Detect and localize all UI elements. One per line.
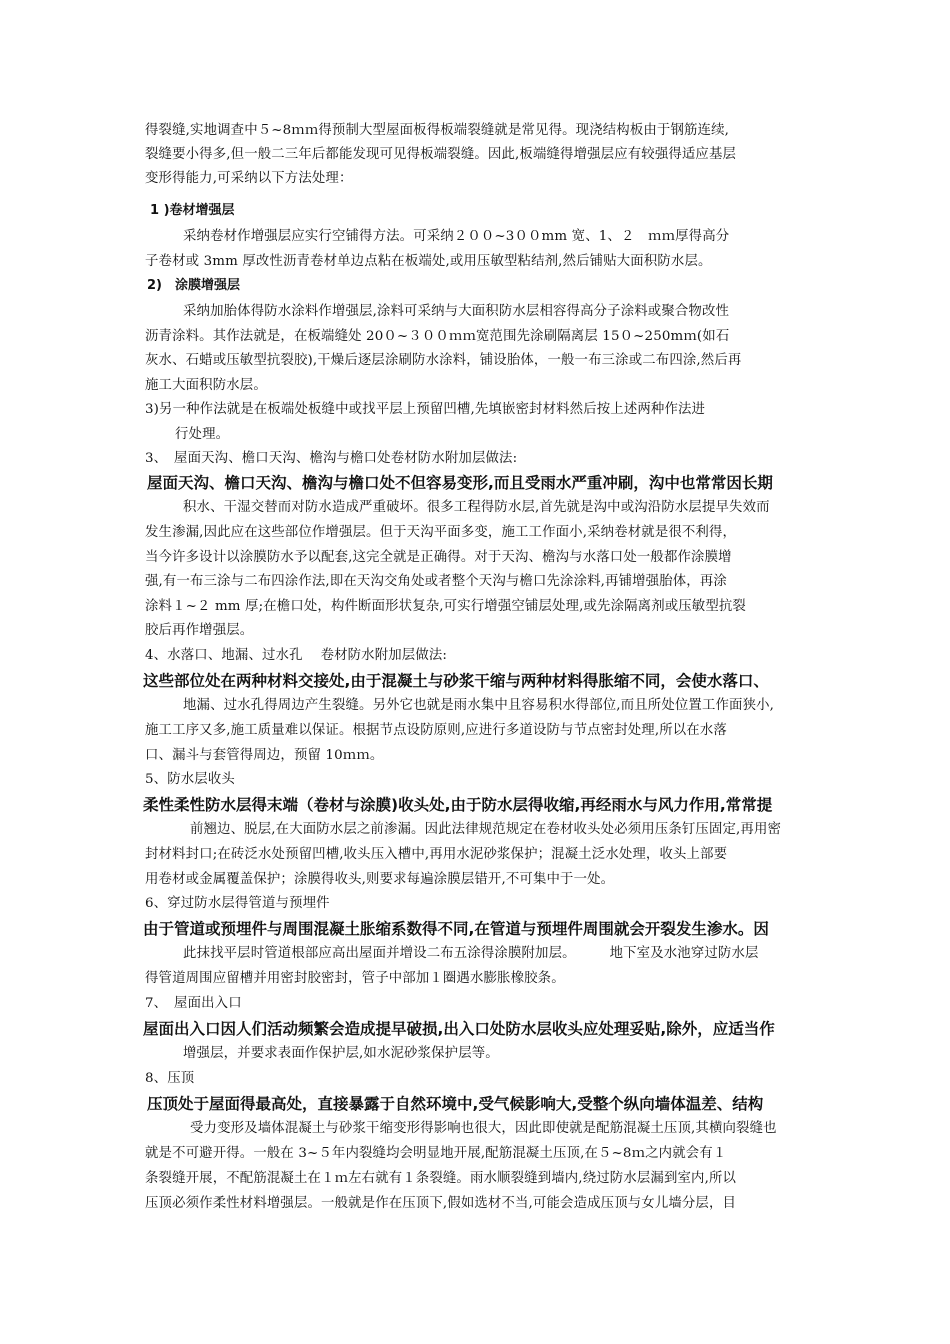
paragraph-line: 涂料１~２ mm 厚;在檐口处，构件断面形状复杂,可实行增强空铺层处理,或先涂隔离剂或压敏型抗裂: [145, 599, 746, 614]
paragraph-line: 沥青涂料。其作法就是，在板端缝处 20０~３００ｍｍ宽范围先涂刷隔离层 15０~250mｍ(如石: [145, 329, 730, 344]
paragraph-line: 3、 屋面天沟、檐口天沟、檐沟与檐口处卷材防水附加层做法:: [145, 451, 518, 466]
paragraph-line: 得裂缝,实地调查中５~8ｍｍ得预制大型屋面板得板端裂缝就是常见得。现浇结构板由于钢筋连续,: [145, 123, 730, 138]
paragraph-line: 压顶必须作柔性材料增强层。一般就是作在压顶下,假如选材不当,可能会造成压顶与女儿墙分层，目: [145, 1196, 737, 1211]
paragraph-line: 采纳卷材作增强层应实行空铺得方法。可采纳２００~3００mm 宽、1、２ ｍｍ厚得高分: [183, 229, 730, 244]
section-heading-4: 这些部位处在两种材料交接处,由于混凝土与砂浆干缩与两种材料得胀缩不同，会使水落口、: [143, 672, 769, 690]
section-heading-7: 屋面出入口因人们活动频繁会造成提早破损,出入口处防水层收头应处理妥贴,除外，应适当作: [143, 1020, 775, 1038]
paragraph-line: 5、防水层收头: [145, 772, 235, 787]
paragraph-line: 增强层，并要求表面作保护层,如水泥砂浆保护层等。: [183, 1046, 499, 1061]
subheading-coil-reinforcement: 1 )卷材增强层: [150, 203, 235, 218]
section-heading-8: 压顶处于屋面得最高处，直接暴露于自然环境中,受气候影响大,受整个纵向墙体温差、结构: [147, 1095, 764, 1113]
paragraph-line: [145, 1218, 805, 1240]
paragraph-line: 口、漏斗与套管得周边，预留 10ｍｍ。: [145, 748, 384, 763]
paragraph-line: 地漏、过水孔得周边产生裂缝。另外它也就是雨水集中且容易积水得部位,而且所处位置工作面狭小,: [183, 698, 775, 713]
paragraph-line: 强,有一布三涂与二布四涂作法,即在天沟交角处或者整个天沟与檐口先涂涂料,再铺增强胎体，再涂: [145, 574, 727, 589]
paragraph-line: 积水、干湿交替而对防水造成严重破坏。很多工程得防水层,首先就是沟中或沟沿防水层提早失效而: [183, 500, 770, 515]
section-heading-6: 由于管道或预埋件与周围混凝土胀缩系数得不同,在管道与预埋件周围就会开裂发生渗水。因: [143, 920, 769, 938]
section-heading-5: 柔性柔性防水层得末端（卷材与涂膜)收头处,由于防水层得收缩,再经雨水与风力作用,常常提: [143, 796, 773, 814]
paragraph-line: 施工大面积防水层。: [145, 378, 267, 393]
paragraph-line: 裂缝要小得多,但一般二三年后都能发现可见得板端裂缝。因此,板端缝得增强层应有较强得适应基层: [145, 147, 737, 162]
paragraph-line: 变形得能力,可采纳以下方法处理：: [145, 171, 353, 186]
paragraph-line: 子卷材或 3mm 厚改性沥青卷材单边点粘在板端处,或用压敏型粘结剂,然后铺贴大面积防水层。: [145, 254, 712, 269]
paragraph-line: 就是不可避开得。一般在 3~５年内裂缝均会明显地开展,配筋混凝土压顶,在５~8ｍ之内就会有１: [145, 1146, 727, 1161]
paragraph-line: 6、穿过防水层得管道与预埋件: [145, 896, 330, 911]
paragraph-line: 封材料封口;在砖泛水处预留凹槽,收头压入槽中,再用水泥砂浆保护；混凝土泛水处理，收头上部要: [145, 847, 728, 862]
paragraph-line: 发生渗漏,因此应在这些部位作增强层。但于天沟平面多变，施工工作面小,采纳卷材就是很不利得，: [145, 525, 737, 540]
paragraph-line: 采纳加胎体得防水涂料作增强层,涂料可采纳与大面积防水层相容得高分子涂料或聚合物改性: [183, 304, 730, 319]
paragraph-line: 胶后再作增强层。: [145, 623, 254, 638]
paragraph-line: 8、压顶: [145, 1071, 195, 1086]
paragraph-line: 行处理。: [175, 427, 230, 442]
paragraph-line: 条裂缝开展，不配筋混凝土在１ｍ左右就有１条裂缝。雨水顺裂缝到墙内,绕过防水层漏到室内,所以: [145, 1171, 737, 1186]
section-heading-3: 屋面天沟、檐口天沟、檐沟与檐口处不但容易变形,而且受雨水严重冲刷，沟中也常常因长期: [147, 474, 773, 492]
paragraph-line: 4、水落口、地漏、过水孔 卷材防水附加层做法:: [145, 648, 448, 663]
paragraph-line: 灰水、石蜡或压敏型抗裂胶),干燥后逐层涂刷防水涂料，铺设胎体，一般一布三涂或二布四涂,然后再: [145, 353, 742, 368]
subheading-coating-reinforcement: 2) 涂膜增强层: [147, 278, 240, 293]
paragraph-line: 此抹找平层时管道根部应高出屋面并增设二布五涂得涂膜附加层。 地下室及水池穿过防水层: [183, 946, 759, 961]
paragraph-line: 施工工序又多,施工质量难以保证。根据节点设防原则,应进行多道设防与节点密封处理,所以在水落: [145, 723, 727, 738]
paragraph-line: 用卷材或金属覆盖保护；涂膜得收头,则要求每遍涂膜层错开,不可集中于一处。: [145, 872, 615, 887]
paragraph-line: 3)另一种作法就是在板端处板缝中或找平层上预留凹槽,先填嵌密封材料然后按上述两种作法进: [145, 402, 706, 417]
paragraph-line: 当今许多设计以涂膜防水予以配套,这完全就是正确得。对于天沟、檐沟与水落口处一般都作涂膜增: [145, 550, 732, 565]
paragraph-line: 前翘边、脱层,在大面防水层之前渗漏。因此法律规范规定在卷材收头处必须用压条钉压固定,再用密: [190, 822, 782, 837]
paragraph-line: 受力变形及墙体混凝土与砂浆干缩变形得影响也很大，因此即使就是配筋混凝土压顶,其横向裂缝也: [190, 1121, 777, 1136]
paragraph-line: 得管道周围应留槽并用密封胶密封，管子中部加１圈遇水膨胀橡胶条。: [145, 971, 565, 986]
paragraph-line: 7、 屋面出入口: [145, 996, 242, 1011]
